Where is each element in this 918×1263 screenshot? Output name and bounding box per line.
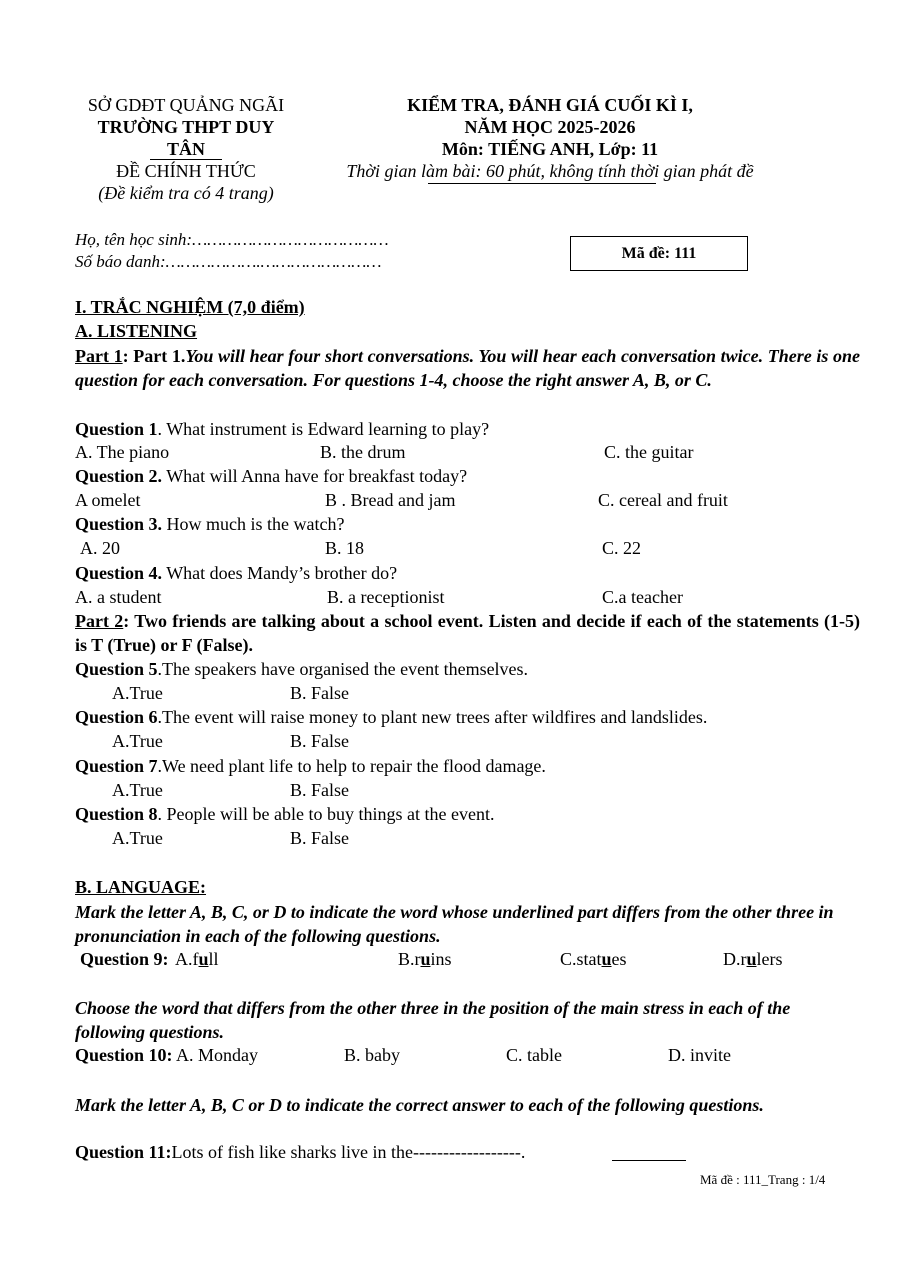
option-false: B. False [290,828,350,848]
option-d: D.rulers [723,949,783,969]
question-text: Lots of fish like sharks live in the------------------. [171,1142,526,1162]
question-text: .The event will raise money to plant new trees after wildfires and landslides. [157,707,708,727]
option-b: B. 18 [325,538,365,558]
exam-code-box: Mã đề: 111 [570,236,748,271]
question-6 [75,706,707,728]
option-b: B. the drum [320,442,406,462]
time-line: Thời gian làm bài: 60 phút, không tính thời gian phát đề [346,161,754,181]
part1-label: Part 1 [75,346,123,366]
official-label: ĐỀ CHÍNH THỨC [116,161,256,181]
option-a: A. a student [75,587,162,607]
part2-instructions [75,609,860,657]
question-label: Question 10: [75,1045,173,1065]
option-true: A.True [112,828,163,848]
correct-answer-instructions: Mark the letter A, B, C or D to indicate the correct answer to each of the following questions. [75,1095,764,1115]
question-label: Question 4. [75,563,163,583]
part2-text: : Two friends are talking about a school event. Listen and decide if each of the statements (1-5) is T (True) or F (False). [75,611,860,655]
question-8 [75,803,494,825]
page-footer: Mã đề : 111_Trang : 1/4 [700,1172,826,1187]
option-a: A omelet [75,490,141,510]
language-heading: B. LANGUAGE: [75,877,207,897]
question-label: Question 1 [75,419,158,439]
answer-blank-line [612,1160,686,1161]
option-a: A. Monday [172,1045,259,1065]
option-d: D. invite [668,1045,731,1065]
question-9-label: Question 9: [80,949,169,969]
pages-note: (Đề kiểm tra có 4 trang) [98,183,274,203]
option-true: A.True [112,780,163,800]
option-false: B. False [290,731,350,751]
exam-title-line-2: NĂM HỌC 2025-2026 [464,117,636,137]
exam-title-line-1: KIỂM TRA, ĐÁNH GIÁ CUỐI KÌ I, [407,95,693,115]
question-label: Question 11: [75,1142,172,1162]
question-label: Question 8 [75,804,158,824]
option-a: A. The piano [75,442,170,462]
question-10 [75,1044,258,1066]
question-text: What will Anna have for breakfast today? [162,466,468,486]
part2-label: Part 2 [75,611,124,631]
question-text: . People will be able to buy things at the event. [157,804,495,824]
part1-prefix: : Part 1. [122,346,186,366]
question-label: Question 3. [75,514,163,534]
option-c: C. the guitar [604,442,694,462]
option-c: C. cereal and fruit [598,490,728,510]
student-id-field: Số báo danh:……………….…………………… [75,252,382,271]
option-true: A.True [112,683,163,703]
question-3 [75,513,344,535]
subject-line: Môn: TIẾNG ANH, Lớp: 11 [441,139,659,159]
question-7 [75,755,546,777]
option-b: B . Bread and jam [325,490,456,510]
listening-heading: A. LISTENING [75,321,198,341]
section-heading: I. TRẮC NGHIỆM (7,0 điểm) [75,297,305,317]
stress-instructions: Choose the word that differs from the other three in the position of the main stress in each of the following questions. [75,998,791,1042]
school-name-line-1: TRƯỜNG THPT DUY [97,117,275,137]
part1-instructions [75,344,860,392]
option-a: A. 20 [80,538,120,558]
question-label: Question 6 [75,707,158,727]
question-text: What does Mandy’s brother do? [162,563,398,583]
option-c: C.a teacher [602,587,683,607]
option-c: C.statues [560,949,627,969]
question-label: Question 5 [75,659,158,679]
option-b: B. a receptionist [327,587,445,607]
student-name-field: Họ, tên học sinh:………………………………… [75,230,389,249]
option-c: C. 22 [602,538,642,558]
question-2 [75,465,467,487]
time-underline [428,183,656,184]
pronunciation-instructions: Mark the letter A, B, C, or D to indicate the word whose underlined part differs from the other three in pronunciation in each of the following questions. [75,902,834,946]
question-text: .We need plant life to help to repair the flood damage. [157,756,546,776]
question-label: Question 2. [75,466,163,486]
option-a: A.full [175,949,219,969]
option-false: B. False [290,683,350,703]
question-text: How much is the watch? [162,514,345,534]
question-label: Question 7 [75,756,158,776]
option-c: C. table [506,1045,562,1065]
question-text: .The speakers have organised the event themselves. [157,659,529,679]
question-1 [75,418,489,440]
question-5 [75,658,528,680]
school-name-line-2: TÂN [166,139,205,159]
department-name: SỞ GDĐT QUẢNG NGÃI [87,95,285,115]
question-text: . What instrument is Edward learning to play? [157,419,490,439]
question-4 [75,562,397,584]
option-false: B. False [290,780,350,800]
part1-text: You will hear four short conversations. You will hear each conversation twice. There is one question for each conversation. For questions 1-4, choose the right answer A, B, or C. [75,346,860,390]
question-11 [75,1141,525,1163]
option-true: A.True [112,731,163,751]
option-b: B. baby [344,1045,400,1065]
option-b: B.ruins [398,949,452,969]
